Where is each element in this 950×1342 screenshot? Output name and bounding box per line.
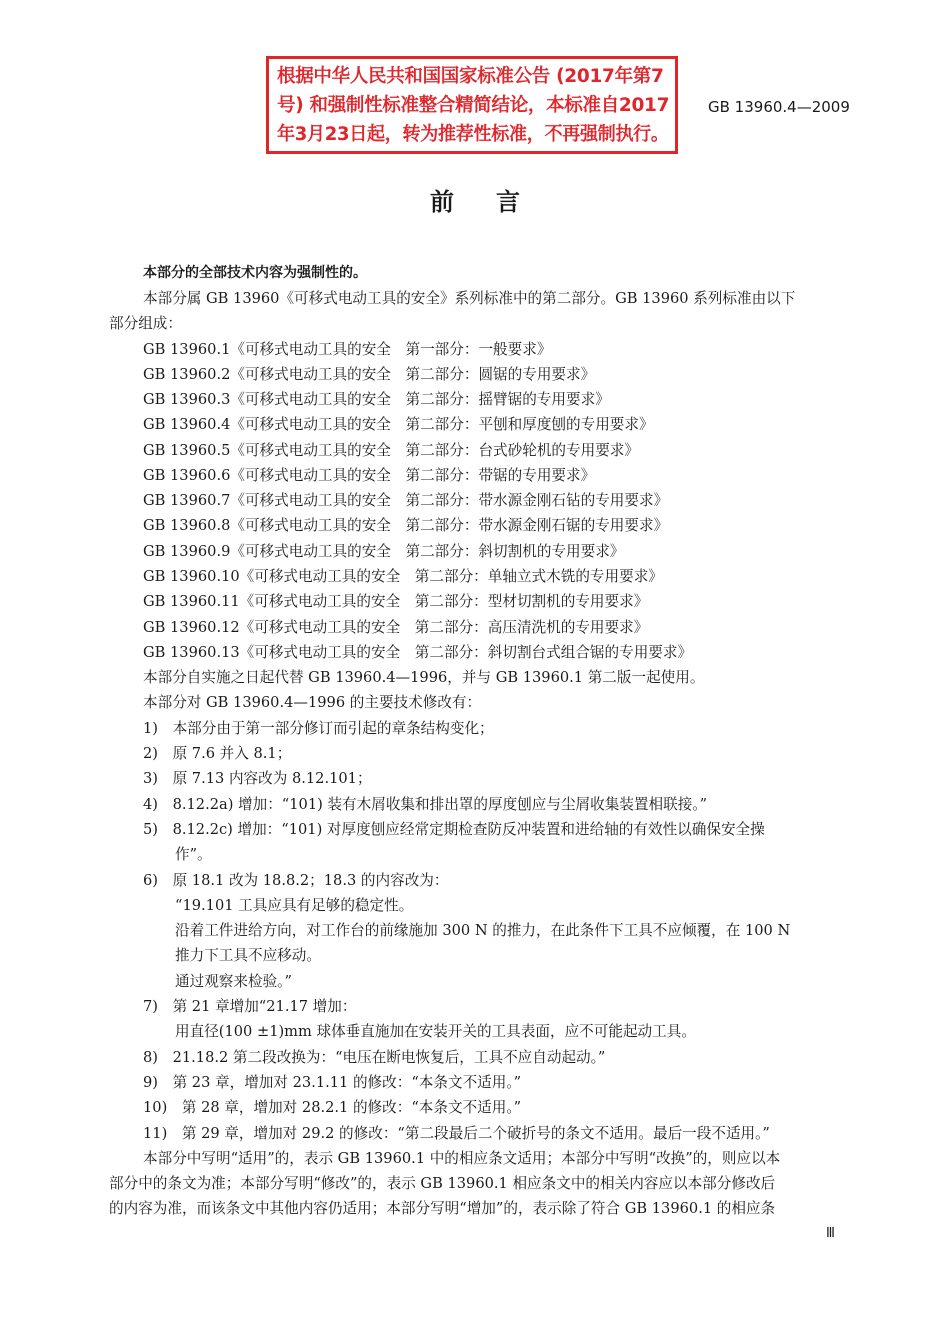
change-item: 5) 8.12.2c) 增加：“101) 对厚度刨应经常定期检查防反冲装置和进给轴的有效性以确保安全操 — [143, 821, 765, 838]
change-item-cont: “19.101 工具应具有足够的稳定性。 — [175, 897, 414, 914]
part-list-item: GB 13960.3《可移式电动工具的安全 第二部分：摇臂锯的专用要求》 — [143, 391, 610, 408]
page-title: 前言 — [430, 188, 562, 216]
mandatory-statement: 本部分的全部技术内容为强制性的。 — [143, 265, 367, 281]
part-list-item: GB 13960.13《可移式电动工具的安全 第二部分：斜切割台式组合锯的专用要求》 — [143, 644, 693, 661]
intro-paragraph: 本部分属 GB 13960《可移式电动工具的安全》系列标准中的第二部分。GB 13960 系列标准由以下 — [143, 290, 796, 307]
part-list-item: GB 13960.11《可移式电动工具的安全 第二部分：型材切割机的专用要求》 — [143, 593, 649, 610]
notice-line: 根据中华人民共和国国家标准公告 (2017年第7 — [277, 66, 664, 87]
part-list-item: GB 13960.8《可移式电动工具的安全 第二部分：带水源金刚石锯的专用要求》 — [143, 517, 669, 534]
change-item: 1) 本部分由于第一部分修订而引起的章条结构变化； — [143, 720, 494, 737]
change-item: 7) 第 21 章增加“21.17 增加： — [143, 998, 357, 1015]
part-list-item: GB 13960.12《可移式电动工具的安全 第二部分：高压清洗机的专用要求》 — [143, 619, 649, 636]
change-item: 2) 原 7.6 并入 8.1； — [143, 745, 292, 762]
part-list-item: GB 13960.1《可移式电动工具的安全 第一部分：一般要求》 — [143, 341, 552, 358]
notice-line: 年3月23日起，转为推荐性标准，不再强制执行。 — [277, 124, 669, 145]
change-item-cont: 用直径(100 ±1)mm 球体垂直施加在安装开关的工具表面，应不可能起动工具。 — [175, 1023, 696, 1040]
closing-paragraph-cont: 的内容为准，而该条文中其他内容仍适用；本部分写明“增加”的，表示除了符合 GB 13960.1 的相应条 — [109, 1200, 776, 1217]
closing-paragraph-cont: 部分中的条文为准；本部分写明“修改”的，表示 GB 13960.1 相应条文中的相关内容应以本部分修改后 — [109, 1175, 776, 1192]
part-list-item: GB 13960.6《可移式电动工具的安全 第二部分：带锯的专用要求》 — [143, 467, 596, 484]
notice-line: 号) 和强制性标准整合精简结论，本标准自2017 — [277, 95, 670, 116]
intro-paragraph-cont: 部分组成： — [109, 315, 182, 332]
changes-intro: 本部分对 GB 13960.4—1996 的主要技术修改有： — [143, 694, 482, 711]
standard-number: GB 13960.4—2009 — [708, 98, 850, 116]
compulsory-status-notice-box — [266, 56, 678, 154]
change-item-cont: 通过观察来检验。” — [175, 973, 292, 990]
replaces-statement: 本部分自实施之日起代替 GB 13960.4—1996，并与 GB 13960.1 第二版一起使用。 — [143, 669, 705, 686]
part-list-item: GB 13960.10《可移式电动工具的安全 第二部分：单轴立式木铣的专用要求》 — [143, 568, 663, 585]
change-item: 9) 第 23 章，增加对 23.1.11 的修改：“本条文不适用。” — [143, 1074, 522, 1091]
change-item: 6) 原 18.1 改为 18.8.2；18.3 的内容改为： — [143, 872, 449, 889]
part-list-item: GB 13960.7《可移式电动工具的安全 第二部分：带水源金刚石钻的专用要求》 — [143, 492, 669, 509]
closing-paragraph: 本部分中写明“适用”的，表示 GB 13960.1 中的相应条文适用；本部分中写明“改换”的，则应以本 — [143, 1150, 781, 1167]
change-item: 10) 第 28 章，增加对 28.2.1 的修改：“本条文不适用。” — [143, 1099, 522, 1116]
change-item: 4) 8.12.2a) 增加：“101) 装有木屑收集和排出罩的厚度刨应与尘屑收集装置相联接。” — [143, 796, 708, 813]
change-item: 8) 21.18.2 第二段改换为：“电压在断电恢复后，工具不应自动起动。” — [143, 1049, 606, 1066]
part-list-item: GB 13960.9《可移式电动工具的安全 第二部分：斜切割机的专用要求》 — [143, 543, 625, 560]
change-item-cont: 作”。 — [175, 846, 212, 863]
part-list-item: GB 13960.2《可移式电动工具的安全 第二部分：圆锯的专用要求》 — [143, 366, 596, 383]
part-list-item: GB 13960.5《可移式电动工具的安全 第二部分：台式砂轮机的专用要求》 — [143, 442, 639, 459]
change-item: 11) 第 29 章，增加对 29.2 的修改：“第二段最后二个破折号的条文不适用。最后一段不适用。” — [143, 1125, 770, 1142]
change-item-cont: 推力下工具不应移动。 — [175, 947, 321, 964]
page-number: Ⅲ — [826, 1226, 835, 1241]
change-item: 3) 原 7.13 内容改为 8.12.101； — [143, 770, 372, 787]
part-list-item: GB 13960.4《可移式电动工具的安全 第二部分：平刨和厚度刨的专用要求》 — [143, 416, 654, 433]
change-item-cont: 沿着工件进给方向，对工作台的前缘施加 300 N 的推力，在此条件下工具不应倾覆，在 100 N — [175, 922, 791, 939]
